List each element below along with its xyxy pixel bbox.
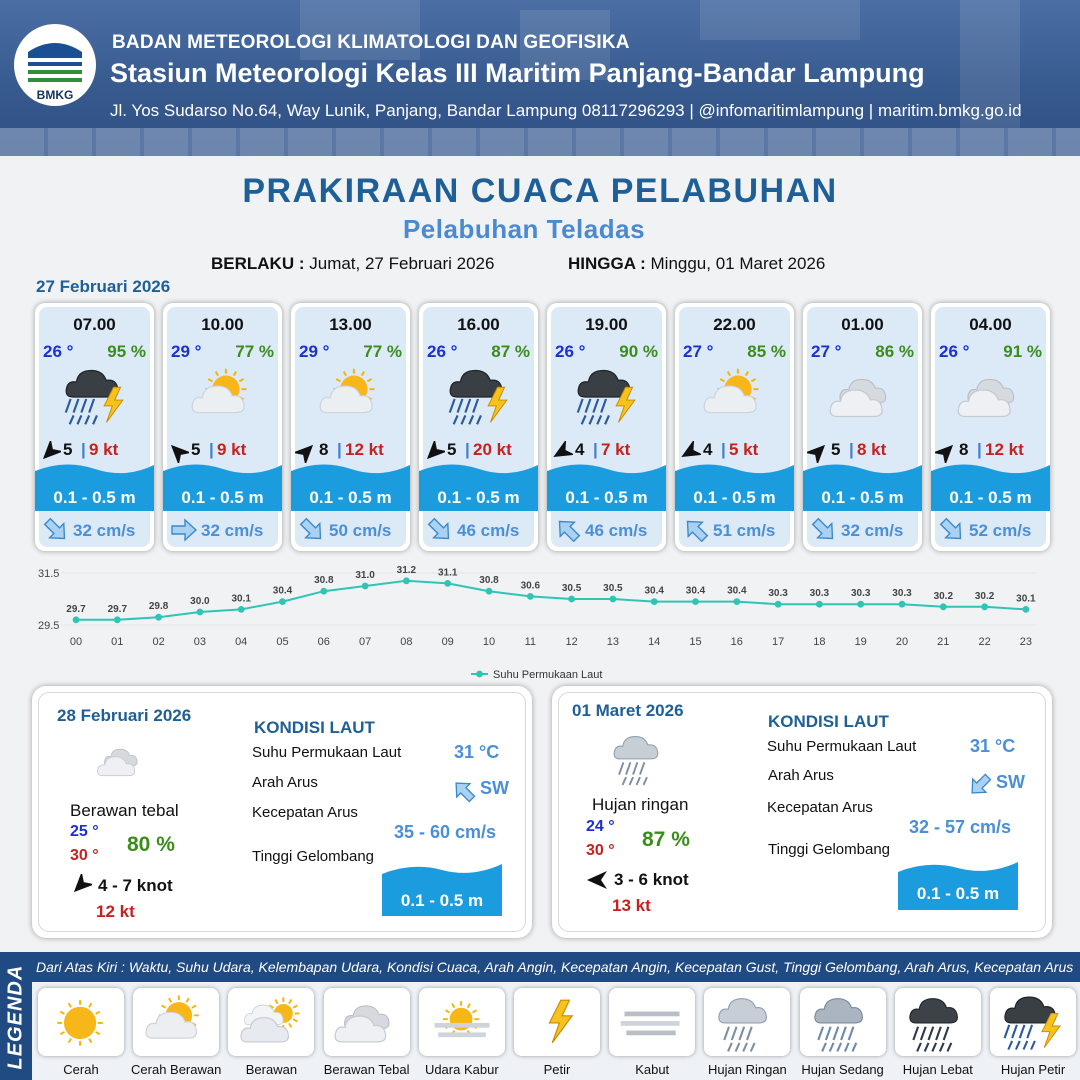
card-time: 04.00 [969,315,1012,334]
chart-point [279,598,286,605]
weather-cerah-berawan-icon [697,363,773,429]
current-direction-icon [41,517,71,543]
day3-gust: 13 kt [612,896,651,915]
card-wave-height: 0.1 - 0.5 m [821,488,904,507]
forecast-card [547,303,666,551]
validity-to-label: HINGGA : [568,254,646,273]
day3-current-dir-label: Arah Arus [768,767,834,784]
legend-description-bar [32,952,1080,982]
legend-berawan-tebal-icon [324,988,410,1056]
card-time: 16.00 [457,315,500,334]
wind-direction-icon [39,441,61,463]
day2-current-dir: SW [480,778,509,798]
chart-xtick-label: 23 [1019,636,1033,648]
chart-xtick-label: 14 [648,636,661,648]
validity-from [211,254,494,274]
card-separator: | [337,440,342,459]
validity-to-value: Minggu, 01 Maret 2026 [650,254,826,273]
legend-udara-kabur-icon [419,988,505,1056]
legend-label: Berawan [245,1062,298,1077]
legend-label: Cerah Berawan [131,1062,222,1077]
day3-current-dir: SW [996,772,1025,792]
card-separator: | [209,440,214,459]
wind-direction-icon [935,441,957,463]
card-current-speed: 32 cm/s [201,521,264,540]
day3-wind: 3 - 6 knot [614,870,689,889]
card-time: 13.00 [329,315,372,334]
card-wave-height: 0.1 - 0.5 m [53,488,136,507]
chart-xtick-label: 22 [978,636,991,648]
chart-point [238,606,245,613]
weather-hujan-petir-icon [569,363,645,429]
wind-direction-icon [807,441,829,463]
card-temperature: 26 ° [427,342,458,361]
chart-point [320,588,327,595]
card-wind-speed: 5 [447,440,457,459]
chart-ytick-label: 31.5 [38,568,60,580]
chart-point [114,616,121,623]
card-humidity: 85 % [747,342,786,361]
legend-side-title [0,952,32,1080]
chart-xtick-label: 13 [606,636,620,648]
card-temperature: 27 ° [811,342,842,361]
day3-current-speed: 32 - 57 cm/s [909,817,1012,837]
chart-data-label: 30.3 [850,588,871,600]
sst-line-chart [26,560,1056,685]
card-wave-height: 0.1 - 0.5 m [949,488,1032,507]
chart-point [981,603,988,610]
validity-from-value: Jumat, 27 Februari 2026 [309,254,495,273]
chart-xtick-label: 02 [152,636,165,648]
chart-xtick-label: 21 [937,636,950,648]
legend-label: Hujan Petir [1000,1062,1066,1077]
card-wind-speed: 8 [319,440,329,459]
day2-wind: 4 - 7 knot [98,876,173,895]
chart-xtick-label: 16 [730,636,743,648]
card-gust: 12 kt [345,440,384,459]
card-current-speed: 46 cm/s [585,521,648,540]
chart-point [610,596,617,603]
day3-sst: 31 °C [970,736,1016,756]
current-direction-icon [297,517,327,543]
card-current-speed: 50 cm/s [329,521,392,540]
legend-cerah-berawan-icon [133,988,219,1056]
chart-series-line [76,581,1026,620]
weather-cerah-berawan-icon [313,363,389,429]
day3-wind-arrow-icon [586,869,606,889]
card-humidity: 87 % [491,342,530,361]
validity-to [568,254,825,274]
page-title: PRAKIRAAN CUACA PELABUHAN [242,172,838,210]
chart-data-label: 30.4 [272,585,293,597]
day3-condition: Hujan ringan [592,795,689,814]
chart-point [527,593,534,600]
card-separator: | [593,440,598,459]
card-gust: 9 kt [217,440,247,459]
chart-point [568,596,575,603]
card-separator: | [721,440,726,459]
org-name: BADAN METEOROLOGI KLIMATOLOGI DAN GEOFISIKA [112,32,630,53]
chart-xtick-label: 03 [193,636,207,648]
day2-wind-arrow-icon [70,874,90,894]
card-current-speed: 52 cm/s [969,521,1032,540]
day2-current-dir-label: Arah Arus [252,774,318,791]
day3-rain-icon [606,722,674,794]
legend-label: Hujan Lebat [902,1062,973,1077]
day3-temp-max: 30 ° [586,842,615,859]
legend-berawan-icon [228,988,314,1056]
chart-data-label: 30.1 [231,593,251,605]
chart-point [857,601,864,608]
chart-data-label: 30.4 [644,585,664,597]
card-gust: 8 kt [857,440,887,459]
legend-hujan-petir-icon [990,988,1076,1056]
legend-description: Dari Atas Kiri : Waktu, Suhu Udara, Kelembapan Udara, Kondisi Cuaca, Arah Angin, Kecepatan Angin, Kecepatan Gust, Tinggi Gelombang, Arah Arus, Kecepatan Arus [36,959,1074,975]
chart-point [733,598,740,605]
chart-point [651,598,658,605]
chart-xtick-label: 15 [689,636,702,648]
current-direction-icon [169,517,199,543]
legend-hujan-ringan-icon [704,988,790,1056]
card-separator: | [977,440,982,459]
chart-data-label: 30.5 [603,583,623,594]
chart-xtick-label: 20 [895,636,909,648]
chart-xtick-label: 10 [482,636,496,648]
day2-temp-min: 25 ° [70,823,99,840]
card-gust: 12 kt [985,440,1024,459]
forecast-card [931,303,1050,551]
card-wind-speed: 5 [831,440,841,459]
chart-xtick-label: 06 [317,636,330,648]
day2-current-speed-label: Kecepatan Arus [252,804,358,821]
card-wind-speed: 4 [575,440,585,459]
weather-hujan-petir-icon [57,363,133,429]
day2-temp-max: 30 ° [70,847,99,864]
day3-wave: 0.1 - 0.5 m [916,884,1000,903]
chart-xtick-label: 17 [771,636,785,648]
card-humidity: 95 % [107,342,146,361]
legend-label: Hujan Sedang [801,1062,884,1077]
day2-humidity: 80 % [127,833,175,856]
page-subtitle: Pelabuhan Teladas [402,214,646,244]
chart-point [692,598,699,605]
chart-data-label: 30.2 [974,590,995,602]
legend-label: Petir [543,1062,571,1077]
card-gust: 5 kt [729,440,759,459]
day2-box [32,686,532,938]
chart-xtick-label: 09 [441,636,454,648]
card-current-speed: 32 cm/s [841,521,904,540]
legend-title: LEGENDA [4,964,27,1070]
chart-data-label: 30.4 [727,585,747,597]
chart-xtick-label: 07 [358,636,372,648]
card-wave-height: 0.1 - 0.5 m [309,488,392,507]
card-separator: | [849,440,854,459]
current-direction-icon [425,517,455,543]
chart-xtick-label: 04 [235,636,248,648]
card-wind-speed: 4 [703,440,713,459]
card-gust: 20 kt [473,440,512,459]
day3-kondisi-title: KONDISI LAUT [768,712,889,731]
chart-point [197,609,204,616]
card-temperature: 27 ° [683,342,714,361]
card-wind-speed: 5 [63,440,73,459]
chart-data-label: 31.0 [355,570,375,581]
day3-humidity: 87 % [642,828,690,851]
card-humidity: 86 % [875,342,914,361]
card-humidity: 77 % [235,342,274,361]
forecast-card [803,303,922,551]
chart-ytick-label: 29.5 [38,620,60,632]
card-time: 19.00 [585,315,628,334]
forecast-card [163,303,282,551]
chart-point [444,580,451,587]
chart-legend-marker [476,671,483,678]
chart-data-label: 29.7 [66,603,86,615]
chart-xtick-label: 00 [69,636,83,648]
day2-wave: 0.1 - 0.5 m [400,891,484,910]
legend-cerah-icon [38,988,124,1056]
card-time: 22.00 [713,315,756,334]
chart-point [775,601,782,608]
card-separator: | [465,440,470,459]
card-temperature: 26 ° [555,342,586,361]
chart-point [155,614,162,621]
card-gust: 7 kt [601,440,631,459]
card-wave-height: 0.1 - 0.5 m [437,488,520,507]
day2-condition: Berawan tebal [70,801,179,820]
validity-from-label: BERLAKU : [211,254,305,273]
chart-data-label: 31.2 [396,564,417,576]
chart-xtick-label: 05 [276,636,289,648]
chart-data-label: 30.8 [479,575,499,587]
chart-data-label: 29.7 [107,603,128,615]
chart-point [899,601,906,608]
weather-berawan-tebal-icon [825,363,901,429]
chart-data-label: 30.3 [809,588,830,600]
day2-sst: 31 °C [454,742,500,762]
card-humidity: 90 % [619,342,658,361]
chart-point [403,577,410,584]
card-wind-speed: 5 [191,440,201,459]
forecast-card [35,303,154,551]
legend-kabut-icon [609,988,695,1056]
legend-label: Hujan Ringan [708,1062,787,1077]
current-direction-icon [937,517,967,543]
chart-xtick-label: 11 [524,636,537,648]
current-direction-icon [809,517,839,543]
card-current-speed: 32 cm/s [73,521,136,540]
wind-direction-icon [551,441,573,463]
card-temperature: 26 ° [43,342,74,361]
day3-sst-label: Suhu Permukaan Laut [767,738,917,755]
chart-data-label: 30.8 [314,575,334,587]
wind-direction-icon [679,441,701,463]
day2-current-speed: 35 - 60 cm/s [394,822,497,842]
card-time: 01.00 [841,315,884,334]
chart-data-label: 30.5 [561,583,582,594]
day2-sst-label: Suhu Permukaan Laut [252,744,402,761]
card-wave-height: 0.1 - 0.5 m [181,488,264,507]
day2-wave-label: Tinggi Gelombang [252,848,375,865]
day3-wave-label: Tinggi Gelombang [768,841,891,858]
chart-xtick-label: 12 [565,636,578,648]
day2-gust: 12 kt [96,902,135,921]
day1-date: 27 Februari 2026 [36,277,171,296]
chart-data-label: 30.0 [190,596,210,607]
card-wave-height: 0.1 - 0.5 m [565,488,648,507]
chart-xtick-label: 08 [400,636,413,648]
chart-point [816,601,823,608]
forecast-card [291,303,410,551]
current-direction-icon [553,517,583,543]
card-temperature: 29 ° [299,342,330,361]
chart-data-label: 30.3 [768,588,788,600]
chart-point [486,588,493,595]
station-address: Jl. Yos Sudarso No.64, Way Lunik, Panjang, Bandar Lampung 08117296293 | @infomaritimlampung | maritim.bmkg.go.id [110,101,1022,120]
chart-data-label: 30.3 [892,588,912,600]
chart-xtick-label: 01 [111,636,124,648]
chart-legend-label: Suhu Permukaan Laut [493,669,603,681]
day3-current-speed-label: Kecepatan Arus [767,799,873,816]
chart-point [362,583,369,590]
logo-text: BMKG [36,88,74,102]
day2-cloud-icon [90,738,152,784]
legend-label: Berawan Tebal [323,1062,410,1077]
day2-date: 28 Februari 2026 [57,706,192,725]
wind-direction-icon [167,441,189,463]
card-separator: | [81,440,86,459]
legend-label: Udara Kabur [424,1062,499,1077]
current-direction-icon [681,517,711,543]
wind-direction-icon [295,441,317,463]
wind-direction-icon [423,441,445,463]
card-temperature: 26 ° [939,342,970,361]
legend-petir-icon [514,988,600,1056]
chart-data-label: 30.2 [933,590,954,602]
weather-hujan-petir-icon [441,363,517,429]
weather-berawan-tebal-icon [953,363,1029,429]
chart-data-label: 30.6 [520,580,541,592]
station-name: Stasiun Meteorologi Kelas III Maritim Panjang-Bandar Lampung [110,58,925,88]
card-time: 10.00 [201,315,244,334]
chart-xtick-label: 18 [813,636,826,648]
card-wind-speed: 8 [959,440,969,459]
day3-current-arrow-icon [966,772,994,800]
forecast-card [419,303,538,551]
chart-data-label: 31.1 [437,567,458,579]
legend-label: Cerah [63,1062,99,1077]
card-current-speed: 51 cm/s [713,521,776,540]
card-temperature: 29 ° [171,342,202,361]
chart-xtick-label: 19 [854,636,867,648]
day2-kondisi-title: KONDISI LAUT [254,718,375,737]
chart-point [1023,606,1030,613]
card-humidity: 77 % [363,342,402,361]
chart-data-label: 30.1 [1016,593,1036,605]
chart-data-label: 30.4 [685,585,706,597]
day3-temp-min: 24 ° [586,818,615,835]
day3-box [552,686,1052,938]
day3-date: 01 Maret 2026 [572,701,684,720]
card-gust: 9 kt [89,440,119,459]
weather-cerah-berawan-icon [185,363,261,429]
day2-current-arrow-icon [450,778,478,806]
card-current-speed: 46 cm/s [457,521,520,540]
chart-point [940,603,947,610]
chart-point [73,616,80,623]
legend-label: Kabut [635,1062,670,1077]
chart-data-label: 29.8 [148,601,169,613]
forecast-card [675,303,794,551]
legend-hujan-sedang-icon [800,988,886,1056]
card-time: 07.00 [73,315,116,334]
card-humidity: 91 % [1003,342,1042,361]
card-wave-height: 0.1 - 0.5 m [693,488,776,507]
legend-hujan-lebat-icon [895,988,981,1056]
